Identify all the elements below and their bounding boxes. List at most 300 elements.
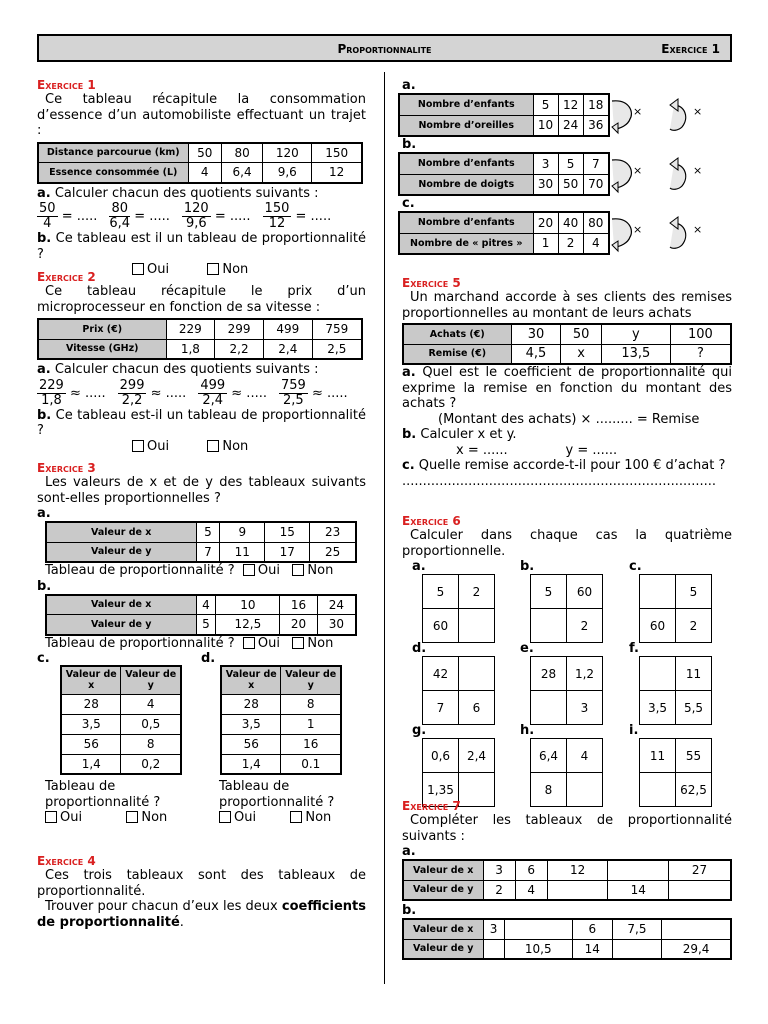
table-cell: 20 [533,212,558,233]
table-cell: 24 [317,595,356,615]
non-label: Non [305,810,332,825]
grid-cell[interactable] [459,657,495,691]
denominator: 2,2 [121,392,143,408]
table-header-cell: Valeur de x [61,666,121,694]
fill-blank[interactable]: = ..... [214,209,251,224]
table-header-cell: Nombre d’oreilles [399,115,533,136]
table-cell: 29,4 [662,939,731,959]
non-checkbox[interactable] [290,811,302,823]
oui-label: Oui [147,438,170,454]
table-cell: 6 [515,860,547,880]
question-text: Calculer x et y. [420,427,517,442]
table-header-cell: Nombre d’enfants [399,94,533,115]
denominator: 2,5 [283,392,304,408]
table-header-cell: Valeur de y [46,542,196,562]
grid-h [520,723,603,807]
bold-text: coefficients de proportionnalité [37,899,366,930]
exercise-5-xy-answer[interactable]: x = ...... y = ...... [456,442,618,458]
grid-table [639,574,712,643]
non-checkbox[interactable] [292,564,304,576]
question-text: Ce tableau est-il un tableau de proportionnalité ? [37,407,366,438]
table-cell: 28 [221,694,281,714]
question-text: Calculer chacun des quotients suivants : [54,185,319,201]
question-text: proportionnalité ? [45,794,161,810]
exercise-3a-choices [37,563,366,579]
grid-cell: 1,35 [423,773,459,807]
exercise-3c-table [60,665,182,775]
grid-cell: 8 [531,773,567,807]
non-label: Non [222,262,249,277]
question-text: Tableau de proportionnalité ? [45,563,235,578]
table-cell[interactable] [608,860,669,880]
table-header-cell: Nombre de « pitres » [399,233,533,254]
table-cell[interactable] [612,939,661,959]
table-cell: 2,5 [312,339,362,359]
table-cell: 5 [196,615,216,635]
table-cell: 10 [533,115,558,136]
table-cell: 10,5 [504,939,572,959]
exercise-7-text: Compléter les tableaux de proportionnalité suivants : [402,813,732,844]
sub-label-d: d. [201,651,216,666]
table-cell: 4,5 [511,344,561,364]
table-cell[interactable] [504,919,572,939]
table-cell: 1 [281,714,341,734]
text-span: . [179,914,184,930]
grid-cell: 6,4 [531,739,567,773]
exercise-2-table [37,318,363,360]
table-header-cell: Nombre de doigts [399,174,533,195]
grid-b [520,559,603,643]
table-header-cell: Valeur de x [403,860,483,880]
exercise-3-text: Les valeurs de x et de y des tableaux suivants sont-elles proportionnelles ? [37,475,366,506]
exercise-3d-table [220,665,342,775]
exercise-2-choices [37,439,366,455]
table-cell: 3,5 [221,714,281,734]
sub-label-c: c. [402,196,415,211]
fraction-item [37,379,106,408]
grid-cell: 0,6 [423,739,459,773]
exercise-1-text: Ce tableau récapitule la consommation d’essence d’un automobiliste effectuant un trajet : [37,92,366,138]
table-cell: 25 [310,542,356,562]
exercise-5-answer-line[interactable]: ............................................................................ [402,473,717,489]
exercise-3b-table [45,594,357,636]
denominator: 12 [268,216,286,231]
numerator: 50 [39,201,56,216]
question-text: Quelle remise accorde-t-il pour 100 € d’achat ? [418,458,726,473]
table-header-cell: Valeur de x [403,919,483,939]
grid-cell: 62,5 [676,773,712,807]
exercise-4b-table [398,152,610,196]
table-cell: y [601,324,670,344]
exercise-1-title: Exercice 1 [37,78,96,92]
table-header-cell: Valeur de x [46,522,196,542]
grid-cell: 42 [423,657,459,691]
table-cell: 7 [196,542,220,562]
exercise-4-title: Exercice 4 [37,854,96,868]
table-cell: 5 [558,153,583,174]
exercise-7-title: Exercice 7 [402,799,461,813]
table-cell: 50 [561,324,601,344]
exercise-4 [37,854,366,930]
exercise-2-question-b: b. Ce tableau est-il un tableau de proportionnalité ? [37,407,366,438]
curved-arrow-up-icon [664,95,694,135]
table-cell: 56 [61,734,121,754]
fraction-item [109,202,170,231]
exercise-2-fractions [37,379,366,408]
exercise-3a-table [45,521,357,563]
grid-table [422,738,495,807]
table-cell[interactable] [547,880,608,900]
fill-blank[interactable]: ≈ ..... [231,385,267,401]
exercise-6-title: Exercice 6 [402,514,461,528]
table-header-cell: Valeur de x [221,666,281,694]
fill-blank[interactable]: ≈ ..... [150,385,187,401]
table-cell: 30 [533,174,558,195]
fraction-item [263,202,332,231]
exercise-1-table [37,142,363,184]
table-cell: 28 [61,694,121,714]
grid-label: c. [629,559,642,574]
exercise-4-text-2 [37,899,366,930]
oui-label: Oui [147,262,170,277]
exercise-5-question-c [402,458,732,474]
table-header-cell: Essence consommée (L) [38,163,188,183]
denominator: 6,4 [109,216,131,231]
question-text: Tableau de proportionnalité ? [45,635,235,651]
table-cell: 4 [583,233,609,254]
table-cell: 80 [221,143,262,163]
grid-cell: 5,5 [676,691,712,725]
oui-checkbox[interactable] [45,811,57,823]
grid-label: h. [520,723,535,738]
fraction-item [118,379,187,408]
oui-label: Oui [257,635,280,651]
exercise-5-question-b [402,427,732,443]
grid-table [639,656,712,725]
sub-label-c: c. [37,651,50,666]
fraction-item [37,202,97,231]
exercise-6-text: Calculer dans chaque cas la quatrième proportionnelle. [402,528,732,559]
exercise-3c-choices [45,779,205,826]
grid-label: b. [520,559,535,574]
table-cell: 5 [533,94,558,115]
numerator: 120 [183,201,209,216]
grid-label: i. [629,723,639,738]
grid-label: g. [412,723,427,738]
times-sign: × [693,164,703,177]
question-text: Tableau de [45,779,116,794]
table-cell: 12 [312,163,362,183]
page-title: Proportionnalite [337,42,432,56]
grid-table [530,738,603,807]
table-cell: 8 [281,694,341,714]
non-label: Non [222,438,249,454]
table-cell: 3 [483,919,504,939]
table-cell: 27 [669,860,732,880]
header-exercise-label: Exercice 1 [661,42,720,56]
fill-blank[interactable]: ≈ ..... [69,385,106,401]
grid-table [422,574,495,643]
table-cell: ? [670,344,731,364]
oui-checkbox[interactable] [243,564,255,576]
grid-cell: 5 [676,575,712,609]
grid-e [520,641,603,725]
grid-cell: 3,5 [640,691,676,725]
table-header-cell: Valeur de y [403,939,483,959]
grid-cell[interactable] [531,609,567,643]
denominator: 1,8 [41,392,62,408]
table-cell: 50 [188,143,221,163]
page-header [37,34,732,62]
fraction-item [279,379,348,408]
table-cell: 9,6 [263,163,312,183]
table-header-cell: Nombre d’enfants [399,212,533,233]
table-cell[interactable] [662,919,731,939]
exercise-5-question-a [402,365,732,412]
sub-label-a: a. [402,78,416,93]
non-checkbox[interactable] [207,440,219,452]
fill-blank[interactable]: = ..... [134,209,170,224]
table-header-cell: Vitesse (GHz) [38,339,166,359]
grid-cell: 2 [676,609,712,643]
exercise-5-text: Un marchand accorde à ses clients des remises proportionnelles au montant de leurs achats [402,290,732,321]
grid-table [530,574,603,643]
table-cell: 4 [188,163,221,183]
fraction-item [198,379,267,408]
grid-cell: 5 [423,575,459,609]
table-cell: 23 [310,522,356,542]
fill-blank[interactable]: = ..... [61,209,98,224]
sub-label-b: b. [402,903,417,918]
grid-table [530,656,603,725]
grid-d [412,641,495,725]
table-cell: x [561,344,601,364]
grid-label: f. [629,641,639,656]
times-sign: × [633,105,643,118]
sub-label-a: a. [402,844,416,859]
grid-cell[interactable] [531,691,567,725]
numerator: 150 [264,201,290,216]
table-header-cell: Distance parcourue (km) [38,143,188,163]
grid-cell[interactable] [640,575,676,609]
grid-cell[interactable] [640,657,676,691]
table-cell: 70 [583,174,609,195]
oui-checkbox[interactable] [132,440,144,452]
grid-cell[interactable] [459,609,495,643]
table-cell: 12 [558,94,583,115]
table-header-cell: Prix (€) [38,319,166,339]
grid-cell: 60 [423,609,459,643]
table-cell: 8 [121,734,181,754]
grid-cell: 11 [676,657,712,691]
table-header-cell: Valeur de y [46,615,196,635]
table-header-cell: Valeur de y [403,880,483,900]
numerator: 229 [39,377,64,393]
denominator: 2,4 [202,392,224,408]
exercise-1-question-b: b. Ce tableau est il un tableau de proportionnalité ? [37,231,366,262]
oui-checkbox[interactable] [219,811,231,823]
table-cell: 15 [265,522,310,542]
grid-cell: 60 [567,575,603,609]
exercise-3 [37,461,366,831]
table-cell[interactable] [669,880,732,900]
curved-arrow-up-icon [664,154,694,194]
oui-checkbox[interactable] [243,637,255,649]
oui-label: Oui [60,810,83,825]
table-cell: 229 [166,319,215,339]
table-cell: 2 [483,880,515,900]
sub-label-b: b. [37,578,52,594]
fraction-item [182,202,251,231]
non-checkbox[interactable] [292,637,304,649]
table-cell: 5 [196,522,220,542]
table-cell: 4 [515,880,547,900]
numerator: 499 [200,377,226,393]
grid-label: d. [412,641,427,656]
grid-cell: 28 [531,657,567,691]
table-header-cell: Nombre d’enfants [399,153,533,174]
table-cell: 759 [312,319,362,339]
grid-a [412,559,495,643]
table-cell: 3 [533,153,558,174]
exercise-4-text-1: Ces trois tableaux sont des tableaux de proportionnalité. [37,868,366,899]
non-label: Non [141,810,168,825]
table-cell: 7,5 [612,919,661,939]
grid-cell: 2,4 [459,739,495,773]
times-sign: × [633,223,643,236]
table-header-cell: Valeur de x [46,595,196,615]
table-cell: 4 [121,694,181,714]
denominator: 9,6 [185,216,207,231]
exercise-2-text: Ce tableau récapitule le prix d’un microprocesseur en fonction de sa vitesse : [37,284,366,315]
table-cell: 9 [220,522,265,542]
table-cell: 36 [583,115,609,136]
exercise-5-title: Exercice 5 [402,276,461,290]
non-label: Non [307,563,334,578]
exercise-4c [402,211,732,255]
table-cell: 150 [312,143,362,163]
grid-i [629,723,712,807]
question-label: b. [402,427,417,442]
non-label: Non [307,635,334,651]
times-sign: × [633,164,643,177]
table-cell: 50 [558,174,583,195]
exercise-7b-table [402,918,732,960]
table-header-cell: Valeur de y [121,666,181,694]
curved-arrow-up-icon [664,213,694,253]
exercise-2-title: Exercice 2 [37,270,96,284]
table-cell: 299 [215,319,264,339]
times-sign: × [693,223,703,236]
sub-label-b: b. [402,137,417,152]
table-cell: 56 [221,734,281,754]
exercise-4c-table [398,211,610,255]
table-header-cell: Remise (€) [403,344,511,364]
grid-cell: 2 [567,609,603,643]
grid-table [639,738,712,807]
numerator: 299 [119,377,145,393]
table-cell: 12 [547,860,608,880]
table-cell: 14 [572,939,612,959]
exercise-1 [37,78,366,278]
exercise-4a [402,93,732,137]
table-cell: 30 [317,615,356,635]
grid-cell: 7 [423,691,459,725]
exercise-5 [402,276,732,489]
table-cell: 80 [583,212,609,233]
exercise-7a-table [402,859,732,901]
non-checkbox[interactable] [126,811,138,823]
exercise-4a-table [398,93,610,137]
table-cell: 0,2 [121,754,181,774]
question-text: proportionnalité ? [219,794,335,810]
exercise-3b-choices [37,636,366,652]
exercise-2-question-a: a. Calculer chacun des quotients suivants : [37,362,319,377]
numerator: 80 [109,202,130,217]
table-cell: 2 [558,233,583,254]
exercise-7 [402,799,732,960]
question-text: Calculer chacun des quotients suivants : [54,362,319,377]
table-cell: 7 [583,153,609,174]
table-cell: 12,5 [216,615,280,635]
table-cell: 6,4 [221,163,262,183]
table-cell: 16 [281,734,341,754]
table-cell: 24 [558,115,583,136]
exercise-3-title: Exercice 3 [37,461,96,475]
table-cell: 13,5 [601,344,670,364]
table-cell: 4 [196,595,216,615]
question-label: a. [402,365,416,380]
table-cell: 0.1 [281,754,341,774]
grid-g [412,723,495,807]
fill-blank[interactable]: = ..... [295,209,332,224]
grid-cell: 2 [459,575,495,609]
question-text: Tableau de [219,779,290,794]
grid-cell: 5 [531,575,567,609]
table-cell: 30 [511,324,561,344]
denominator: 4 [43,216,52,231]
table-cell: 40 [558,212,583,233]
table-cell: 2,4 [263,339,312,359]
exercise-3cd [37,651,366,831]
grid-f [629,641,712,725]
table-cell: 0,5 [121,714,181,734]
exercise-5-table [402,323,732,365]
table-cell: 16 [280,595,318,615]
grid-label: e. [520,641,534,656]
table-cell[interactable] [483,939,504,959]
grid-cell: 1,2 [567,657,603,691]
table-cell: 18 [583,94,609,115]
table-cell: 1,8 [166,339,215,359]
grid-cell: 3 [567,691,603,725]
grid-cell: 11 [640,739,676,773]
table-cell: 11 [220,542,265,562]
table-cell: 10 [216,595,280,615]
fill-blank[interactable]: ≈ ..... [311,385,348,401]
grid-table [422,656,495,725]
exercise-2 [37,270,366,454]
table-cell: 14 [608,880,669,900]
text-span: Trouver pour chacun d’eux les deux [45,899,282,914]
table-cell: 100 [670,324,731,344]
oui-label: Oui [257,563,280,578]
grid-cell: 4 [567,739,603,773]
grid-cell: 6 [459,691,495,725]
exercise-6 [402,514,732,799]
question-text: Quel est le coefficient de proportionnalité qui exprime la remise en fonction du montant des achats ? [402,365,732,411]
question-label: c. [402,458,415,473]
